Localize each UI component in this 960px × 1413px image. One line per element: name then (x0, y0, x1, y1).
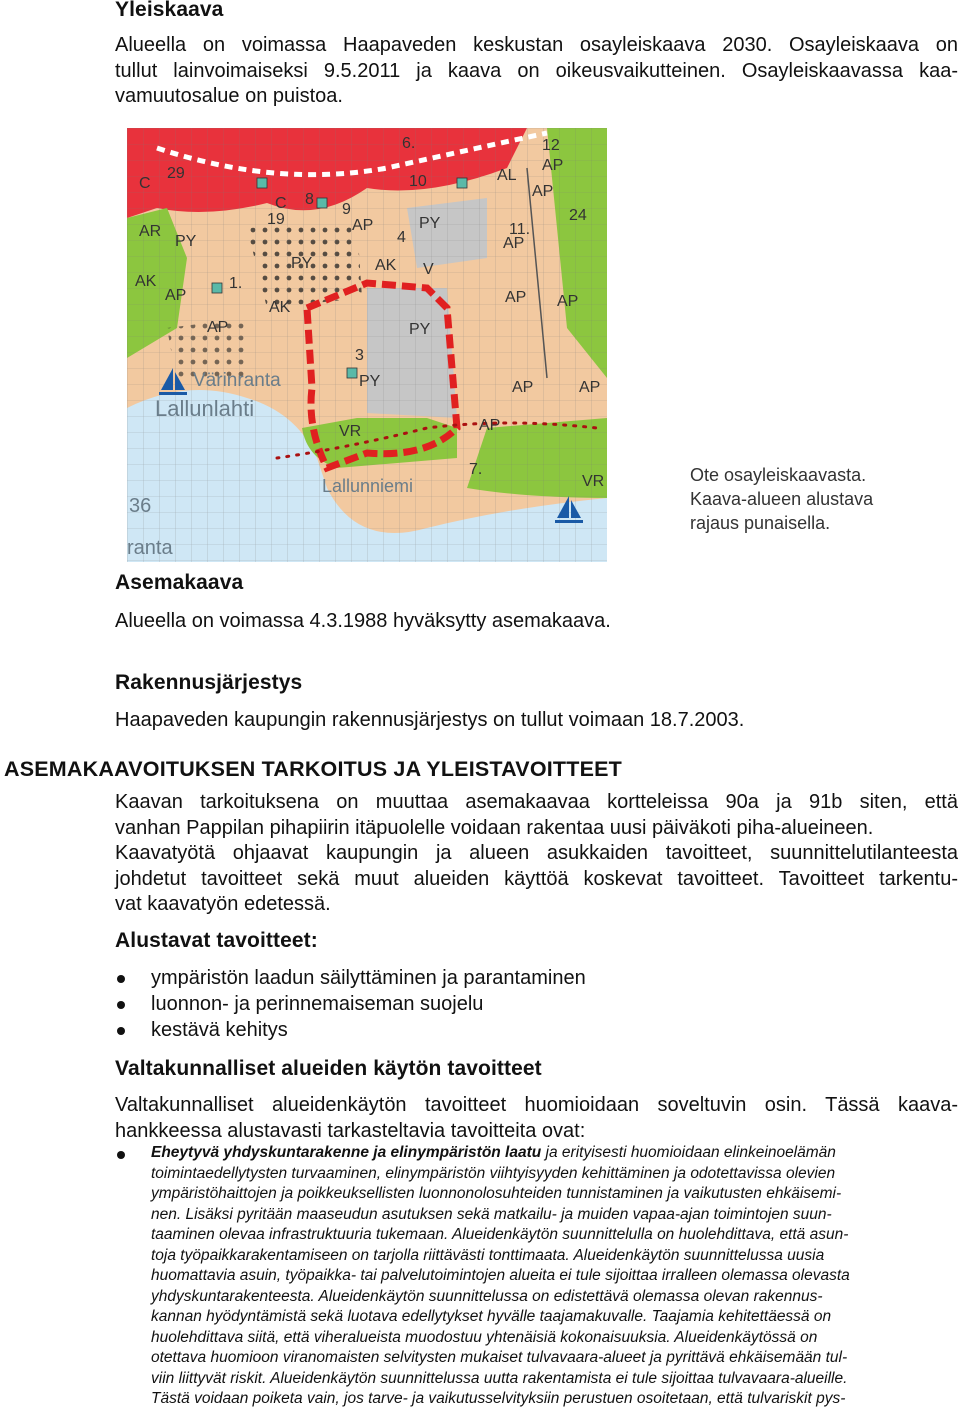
map-label: 12 (542, 137, 560, 154)
map-label: 19 (267, 211, 285, 228)
caption-line: Kaava-alueen alustava (690, 489, 874, 509)
asemakaava-text: Alueella on voimassa 4.3.1988 hyväksytty asemakaava. (115, 610, 611, 632)
map-label: 10 (409, 173, 427, 190)
map-edge-36: 36 (129, 495, 152, 517)
main-heading: ASEMAKAAVOITUKSEN TARKOITUS JA YLEISTAVOITTEET (4, 757, 623, 781)
map-label: PY (409, 321, 431, 338)
list-item: ympäristön laadun säilyttäminen ja parantaminen (117, 965, 586, 991)
map-label: PY (175, 233, 197, 250)
map-label: AL (497, 167, 517, 184)
map-label: V (423, 261, 434, 278)
map-edge-ranta: ranta (127, 537, 173, 559)
map-label: AP (165, 287, 187, 304)
map-place-lallunlahti: Lallunlahti (155, 396, 255, 421)
text-line: Valtakunnalliset alueidenkäytön tavoitteet huomioidaan soveltuvin osin. Tässä kaava- (115, 1094, 958, 1116)
text-line: yhdyskuntarakenteesta. Alueidenkäytön suunnittelussa on edistettävä olemassa olevan rakennus- (151, 1287, 823, 1305)
section-heading-asemakaava: Asemakaava (115, 571, 244, 594)
map-place-lallunniemi: Lallunniemi (322, 476, 414, 496)
text-line: huomattavia asuin, työpaikka- tai palvelutoimintojen alueita ei tule sijoittaa irralleen olemassa olevasta (151, 1267, 850, 1284)
text-line: vamuutosalue on puistoa. (115, 85, 343, 107)
objective-lead-rest: ja erityisesti huomioidaan elinkeinoelämän (541, 1144, 836, 1161)
text-line: Alueella on voimassa Haapaveden keskustan osayleiskaava 2030. Osayleiskaava on (115, 34, 958, 56)
text-line: vanhan Pappilan pihapiirin itäpuolelle voidaan rakentaa uusi päiväkoti piha-alueineen. (115, 816, 874, 839)
list-item: luonnon- ja perinnemaiseman suojelu (117, 991, 586, 1017)
text-line: Kaavatyötä ohjaavat kaupungin ja alueen asukkaiden tavoitteet, suunnittelutilanteesta (115, 842, 958, 864)
valtakunnalliset-paragraph (115, 1093, 958, 1144)
map-label: AP (479, 417, 501, 434)
map-label: AP (579, 379, 601, 396)
map-label: AP (557, 293, 579, 310)
text-line: toimintaedellytysten turvaaminen, elinympäristön viihtyisyyden kehittäminen ja odotettavissa olevien (151, 1164, 836, 1182)
caption-line: Ote osayleiskaavasta. (690, 465, 867, 485)
map-caption (690, 463, 873, 535)
text-line: toja työpaikkarakentamiseen on tarjolla riittävästi tonttimaata. Alueidenkäytön suunnittelussa uusia (151, 1246, 825, 1264)
map-label: 3 (355, 347, 364, 364)
text-line: Kaavan tarkoituksena on muuttaa asemakaavaa kortteleissa 90a ja 91b siten, että (115, 791, 958, 813)
list-item: kestävä kehitys (117, 1017, 586, 1043)
map-label: 24 (569, 207, 587, 224)
map-label: AP (503, 235, 525, 252)
map-label: 11. (509, 221, 531, 238)
map-label: AP (542, 157, 564, 174)
objective-paragraph (151, 1143, 956, 1410)
map-label: VR (582, 473, 605, 490)
rakennusjarjestys-text: Haapaveden kaupungin rakennusjärjestys on tullut voimaan 18.7.2003. (115, 709, 745, 731)
map-label: PY (359, 373, 381, 390)
text-line: kannan hyödyntämistä sekä luotava edellytykset hyvälle taajamakuvalle. Taajamia kehitettäessä on (151, 1308, 832, 1325)
yleiskaava-paragraph (115, 33, 958, 110)
text-line (151, 1143, 956, 1164)
objective-title: Eheytyvä yhdyskuntarakenne ja elinympäristön laatu (151, 1144, 542, 1161)
caption-line: rajaus punaisella. (690, 513, 831, 533)
section-heading-alustavat: Alustavat tavoitteet: (115, 929, 318, 952)
map-label: 1. (229, 275, 243, 292)
bullet-icon (117, 1151, 125, 1159)
section-heading-valtakunnalliset: Valtakunnalliset alueiden käytön tavoitteet (115, 1057, 542, 1080)
map-label: VR (339, 423, 362, 440)
map-label: AP (207, 319, 229, 336)
text-line: johdetut tavoitteet sekä muut alueiden käyttöä koskevat tavoitteet. Tavoitteet tarkentu- (115, 867, 958, 890)
section-heading-yleiskaava: Yleiskaava (115, 0, 224, 21)
text-line: otettava huomioon viranomaisten selvitysten mukaiset tulvavaara-alueet ja pyrittävä ehkäisemään tul- (151, 1349, 848, 1366)
text-line: viin liittyvät riskit. Alueidenkäytön suunnittelussa uutta rakentamista ei tule sijoittaa tulvavaara-alueille. (151, 1369, 848, 1387)
map-label: AK (269, 299, 291, 316)
map-label: 4 (397, 229, 406, 246)
text-line: taaminen olevaa infrastruktuuria tukemaan. Alueidenkäytön suunnittelulla on huolehdittava, että asun- (151, 1226, 849, 1243)
map-label: AP (532, 183, 554, 200)
map-label: AK (375, 257, 397, 274)
map-label: PY (291, 255, 313, 272)
map-label: AP (505, 289, 527, 306)
text-line: vat kaavatyön edetessä. (115, 893, 331, 915)
section-heading-rakennusjarjestys: Rakennusjärjestys (115, 671, 303, 694)
map-label: 9 (342, 201, 351, 218)
text-line: huolehdittava siitä, että viheralueista muodostuu yhtenäisiä kokonaisuuksia. Alueidenkäytössä on (151, 1328, 818, 1346)
map-label: AP (512, 379, 534, 396)
map-label: AK (135, 273, 157, 290)
text-line: tullut lainvoimaiseksi 9.5.2011 ja kaava on oikeusvaikutteinen. Osayleiskaavassa kaa- (115, 59, 958, 82)
map-label: 8 (305, 191, 314, 208)
map-label: PY (419, 215, 441, 232)
tarkoitus-paragraph (115, 790, 958, 918)
map-label: 7. (469, 461, 483, 478)
goals-list (117, 965, 586, 1043)
map-label: AR (139, 223, 162, 240)
master-plan-map (127, 128, 607, 562)
text-line: hankkeessa alustavasti tarkasteltavia tavoitteita ovat: (115, 1119, 586, 1142)
text-line: nen. Lisäksi pyritään maaseudun asutuksen sekä matkailu- ja muiden vapaa-ajan toimintojen suun- (151, 1205, 832, 1223)
map-place-varinranta: Värinranta (193, 370, 281, 391)
map-label: 29 (167, 165, 185, 182)
map-label: 6. (402, 135, 416, 152)
text-line: ympäristöhaittojen ja poikkeuksellisten luonnonolosuhteiden tunnistaminen ja vaikutusten ehkäisemi- (151, 1185, 842, 1202)
map-label: AP (352, 217, 374, 234)
map-label: C (275, 195, 287, 212)
text-line: Tästä voidaan poiketa vain, jos tarve- ja vaikutusselvityksiin perustuen osoitetaan, että tulvariskit pys- (151, 1390, 846, 1407)
map-label: C (139, 175, 151, 192)
